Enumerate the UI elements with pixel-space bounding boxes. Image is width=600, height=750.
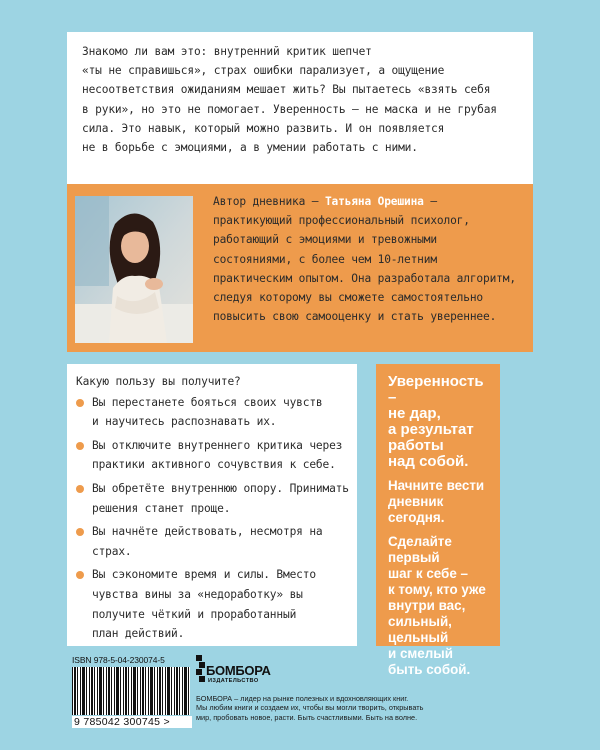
benefit-line: чувства вины за «недоработку» вы [92, 587, 303, 601]
benefits-list [76, 393, 351, 644]
author-line: практическим опытом. Она разработала алгоритм, [213, 271, 516, 285]
benefit-line: Вы отключите внутреннего критика через [92, 438, 343, 452]
isbn-block [72, 655, 192, 728]
benefits-title: Какую пользу вы получите? [76, 375, 241, 388]
barcode-number: 9 785042 300745 > [72, 716, 192, 728]
benefits-panel [67, 364, 357, 646]
bullet-dot-icon [76, 442, 84, 450]
quote-line: быть собой. [388, 662, 471, 677]
benefit-line: Вы перестанете бояться своих чувств [92, 395, 323, 409]
quote-line: сильный, [388, 614, 452, 629]
author-line: следуя которому вы сможете самостоятельно [213, 291, 484, 305]
quote-line: а результат [388, 421, 474, 438]
intro-line: несоответствия ожиданиям мешает жить? Вы пытаетесь «взять себя [82, 83, 491, 97]
benefit-line: Вы сэкономите время и силы. Вместо [92, 568, 316, 582]
quote-block-3 [388, 534, 496, 678]
intro-line: не в борьбе с эмоциями, а в умении работать с ними. [82, 141, 418, 155]
author-intro-line [213, 192, 528, 211]
quote-line: не дар, [388, 405, 441, 422]
quote-line: Начните вести [388, 478, 485, 493]
publisher-blurb [196, 694, 536, 722]
quote-line: дневник сегодня. [388, 494, 445, 525]
intro-line: в руки», но это не помогает. Уверенность – не маска и не грубая [82, 102, 497, 116]
quote-line: над собой. [388, 453, 469, 470]
benefit-item [76, 479, 351, 518]
quote-line: внутри вас, [388, 598, 466, 613]
quote-line: Уверенность – [388, 373, 484, 406]
quote-line: цельный [388, 630, 449, 645]
quote-panel [376, 364, 500, 677]
quote-line: и смелый [388, 646, 453, 661]
bullet-dot-icon [76, 485, 84, 493]
publisher-line: БОМБОРА – лидер на рынке полезных и вдохновляющих книг. [196, 694, 409, 703]
benefit-item [76, 565, 351, 643]
publisher-line: Мы любим книги и создаем их, чтобы вы могли творить, открывать [196, 703, 424, 713]
quote-line: к тому, кто уже [388, 582, 486, 597]
bullet-dot-icon [76, 571, 84, 579]
quote-line: шаг к себе – [388, 566, 468, 581]
intro-line: Знакомо ли вам это: внутренний критик шепчет [82, 45, 372, 58]
benefit-item [76, 393, 351, 432]
intro-panel [67, 32, 533, 184]
publisher-logo [196, 651, 271, 691]
logo-subtitle: ИЗДАТЕЛЬСТВО [208, 678, 259, 684]
author-line: состояниями, с более чем 10-летним [213, 252, 437, 266]
benefit-line: практики активного сочувствия к себе. [92, 458, 336, 472]
publisher-line: мир, пробовать новое, расти. Быть счастливыми. Быть на волне. [196, 712, 418, 722]
author-prefix: Автор дневника – [213, 195, 325, 208]
author-line: повысить свою самооценку и стать увереннее. [213, 310, 497, 324]
author-photo [75, 196, 193, 343]
quote-block-1 [388, 374, 496, 470]
bullet-dot-icon [76, 399, 84, 407]
author-line: работающий с эмоциями и тревожными [213, 233, 437, 247]
benefit-line: план действий. [92, 627, 185, 641]
quote-line: работы [388, 437, 444, 454]
quote-line: Сделайте первый [388, 534, 452, 565]
logo-name: БОМБОРА [206, 663, 271, 678]
benefit-line: решения станет проще. [92, 501, 231, 515]
benefit-line: Вы начнёте действовать, несмотря на страх. [92, 525, 323, 558]
author-name: Татьяна Орешина [324, 195, 424, 208]
benefit-line: Вы обретёте внутреннюю опору. Принимать [92, 481, 349, 495]
author-line: практикующий профессиональный психолог, [213, 214, 470, 228]
author-panel [67, 184, 533, 352]
isbn-label: ISBN 978-5-04-230074-5 [72, 655, 165, 665]
benefit-item [76, 522, 351, 561]
quote-block-2 [388, 478, 496, 526]
benefit-line: и научитесь распознавать их. [92, 415, 277, 429]
benefit-line: получите чёткий и проработанный [92, 607, 297, 621]
bullet-dot-icon [76, 528, 84, 536]
author-suffix: – [423, 195, 437, 208]
barcode [72, 667, 190, 715]
author-bio [213, 192, 528, 326]
intro-line: сила. Это навык, который можно развить. И он появляется [82, 121, 445, 135]
intro-line: «ты не справишься», страх ошибки парализует, а ощущение [82, 64, 445, 78]
benefit-item [76, 436, 351, 475]
